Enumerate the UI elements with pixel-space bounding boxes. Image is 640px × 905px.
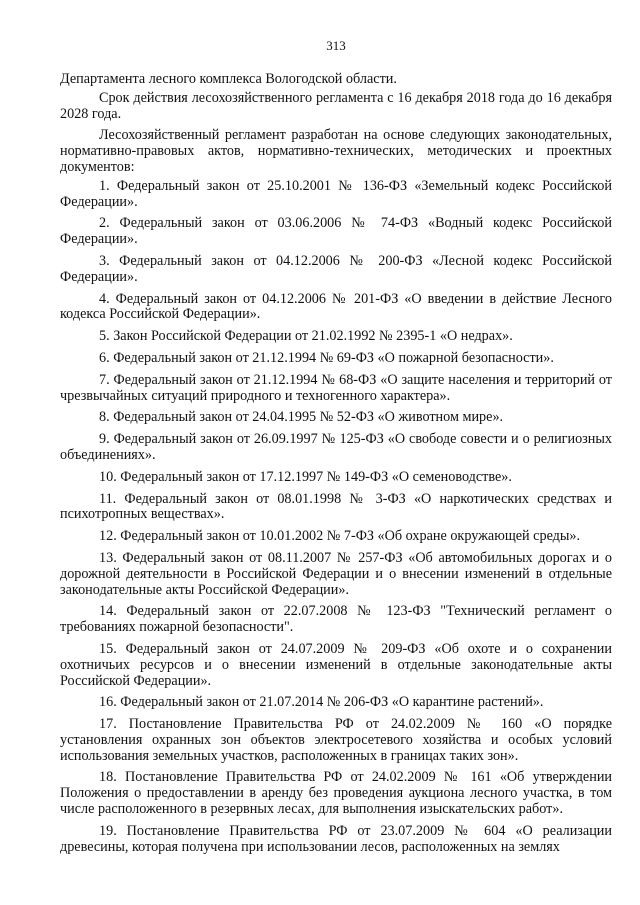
list-item: 2. Федеральный закон от 03.06.2006 № 74-ФЗ «Водный кодекс Российской Федерации». <box>60 215 612 248</box>
list-item: 4. Федеральный закон от 04.12.2006 № 201-ФЗ «О введении в действие Лесного кодекса Российской Федерации». <box>60 290 612 323</box>
list-item: 11. Федеральный закон от 08.01.1998 № 3-ФЗ «О наркотических средствах и психотропных веществах». <box>60 490 612 523</box>
list-item: 10. Федеральный закон от 17.12.1997 № 149-ФЗ «О семеноводстве». <box>99 468 512 485</box>
document-page <box>60 30 612 861</box>
list-item: 7. Федеральный закон от 21.12.1994 № 68-ФЗ «О защите населения и территорий от чрезвычайных ситуаций природного и техногенного характера». <box>60 371 612 404</box>
list-item: 12. Федеральный закон от 10.01.2002 № 7-ФЗ «Об охране окружающей среды». <box>99 528 581 545</box>
list-item: 9. Федеральный закон от 26.09.1997 № 125-ФЗ «О свободе совести и о религиозных объединениях». <box>60 431 612 463</box>
list-item: 13. Федеральный закон от 08.11.2007 № 257-ФЗ «Об автомобильных дорогах и о дорожной деятельности в Российской Федерации и о внесении изменений в отдельные законодательные акты Российской Федерации». <box>60 549 612 598</box>
intro-paragraph-2: Срок действия лесохозяйственного регламента с 16 декабря 2018 года до 16 декабря 2028 года. <box>60 89 612 122</box>
list-item: 18. Постановление Правительства РФ от 24.02.2009 № 161 «Об утверждении Положения о предоставлении в аренду без проведения аукциона лесного участка, в том числе расположенного в резервных лесах, для выполнения изыскательских работ». <box>60 769 612 818</box>
list-item: 17. Постановление Правительства РФ от 24.02.2009 № 160 «О порядке установления охранных зон объектов электросетевого хозяйства и особых условий использования земельных участков, расположенных в границах таких зон». <box>60 716 612 764</box>
list-item: 19. Постановление Правительства РФ от 23.07.2009 № 604 «О реализации древесины, которая получена при использовании лесов, расположенных на землях <box>60 822 612 855</box>
list-item: 15. Федеральный закон от 24.07.2009 № 209-ФЗ «Об охоте и о сохранении охотничьих ресурсов и о внесении изменений в отдельные законодательные акты Российской Федерации». <box>60 640 612 689</box>
list-item: 3. Федеральный закон от 04.12.2006 № 200-ФЗ «Лесной кодекс Российской Федерации». <box>60 252 612 285</box>
list-item: 8. Федеральный закон от 24.04.1995 № 52-ФЗ «О животном мире». <box>99 409 504 426</box>
list-item: 16. Федеральный закон от 21.07.2014 № 206-ФЗ «О карантине растений». <box>99 694 544 711</box>
list-item: 6. Федеральный закон от 21.12.1994 № 69-ФЗ «О пожарной безопасности». <box>99 349 554 366</box>
intro-paragraph-1: Департамента лесного комплекса Вологодской области. <box>60 71 397 87</box>
legislation-list <box>60 179 612 856</box>
intro-paragraph-3: Лесохозяйственный регламент разработан на основе следующих законодательных, нормативно-правовых актов, нормативно-технических, методических и проектных документов: <box>60 127 612 175</box>
list-item: 1. Федеральный закон от 25.10.2001 № 136-ФЗ «Земельный кодекс Российской Федерации». <box>60 177 612 210</box>
page-number: 313 <box>326 38 346 53</box>
list-item: 14. Федеральный закон от 22.07.2008 № 123-ФЗ "Технический регламент о требованиях пожарной безопасности". <box>60 603 612 636</box>
list-item: 5. Закон Российской Федерации от 21.02.1992 № 2395-1 «О недрах». <box>99 328 513 345</box>
